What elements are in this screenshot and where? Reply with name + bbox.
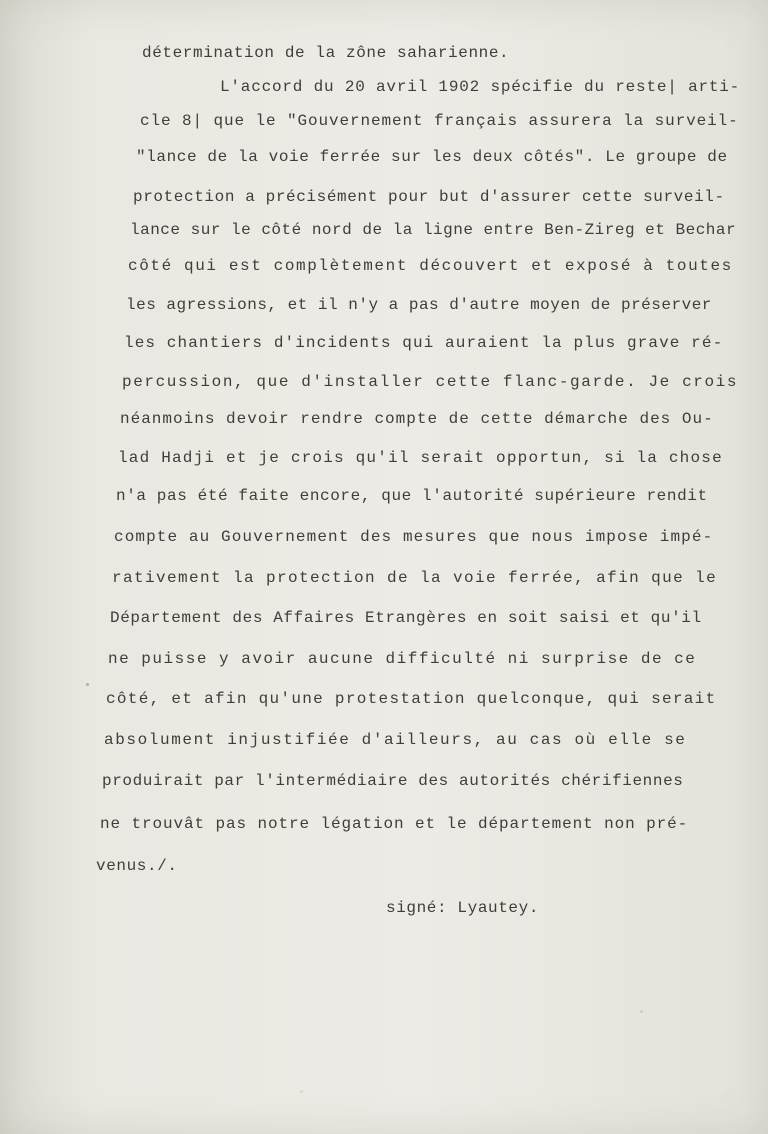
text-line-15: rativement la protection de la voie ferrée, afin que le [112, 569, 718, 587]
signature: signé: Lyautey. [386, 899, 540, 917]
text-line-13: n'a pas été faite encore, que l'autorité supérieure rendit [116, 487, 708, 505]
text-line-17: ne puisse y avoir aucune difficulté ni surprise de ce [108, 650, 697, 668]
text-line-4: "lance de la voie ferrée sur les deux côtés". Le groupe de [136, 148, 728, 166]
text-line-16: Département des Affaires Etrangères en soit saisi et qu'il [110, 609, 702, 627]
text-line-8: les agressions, et il n'y a pas d'autre moyen de préserver [126, 296, 712, 314]
paper-speck [86, 683, 89, 686]
text-line-2: L'accord du 20 avril 1902 spécifie du reste| arti- [220, 78, 741, 96]
text-line-10: percussion, que d'installer cette flanc-garde. Je crois [122, 373, 739, 391]
text-line-22: venus./. [96, 857, 178, 875]
text-line-7: côté qui est complètement découvert et exposé à toutes [128, 257, 733, 275]
text-line-1: détermination de la zône saharienne. [142, 44, 510, 62]
text-line-18: côté, et afin qu'une protestation quelconque, qui serait [106, 690, 717, 708]
text-line-9: les chantiers d'incidents qui auraient la plus grave ré- [124, 334, 724, 352]
text-line-3: cle 8| que le "Gouvernement français assurera la surveil- [140, 112, 739, 130]
text-line-12: lad Hadji et je crois qu'il serait opportun, si la chose [118, 449, 723, 467]
text-line-5: protection a précisément pour but d'assurer cette surveil- [133, 188, 725, 206]
paper-speck [300, 1090, 303, 1093]
text-line-6: lance sur le côté nord de la ligne entre Ben-Zireg et Bechar [130, 221, 737, 239]
text-line-19: absolument injustifiée d'ailleurs, au cas où elle se [104, 731, 687, 749]
text-line-14: compte au Gouvernement des mesures que nous impose impé- [114, 528, 714, 546]
text-line-20: produirait par l'intermédiaire des autorités chérifiennes [102, 772, 684, 790]
text-line-11: néanmoins devoir rendre compte de cette démarche des Ou- [120, 410, 714, 428]
text-line-21: ne trouvât pas notre légation et le département non pré- [100, 815, 689, 833]
paper-speck [640, 1010, 643, 1013]
